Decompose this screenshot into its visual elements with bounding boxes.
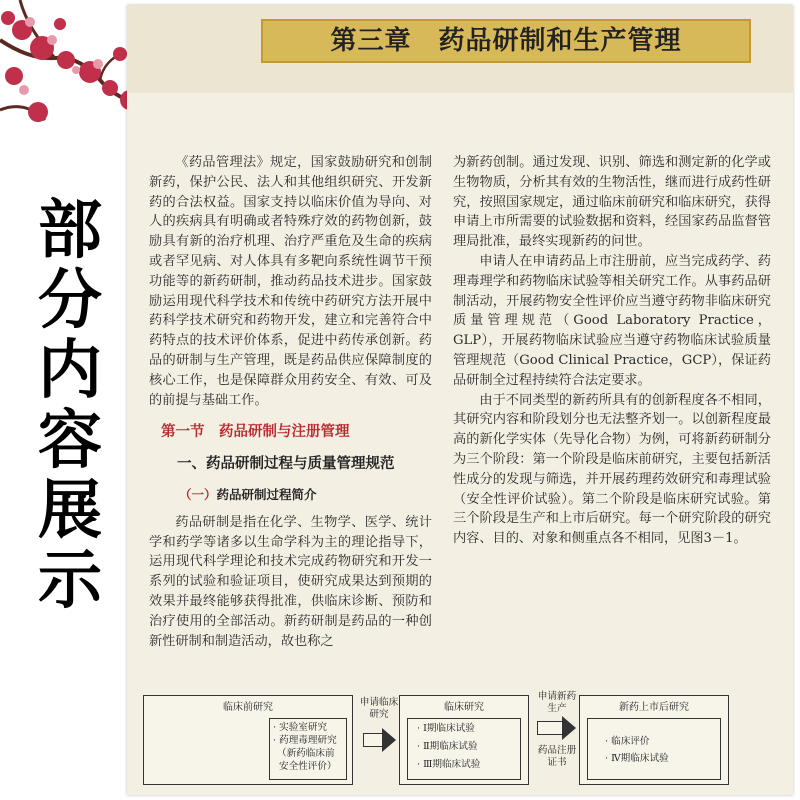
stage1-item: · 实验室研究 [273,722,328,733]
arrow2-sublabel: 证书 [547,757,567,768]
flowchart-figure [127,5,793,795]
stage2-title: 临床研究 [444,702,484,713]
stage3-inner-box [587,718,721,780]
paragraph-1: 为新药创制。通过发现、识别、筛选和测定新的化学或生物物质，分析其有效的生物活性，继而进行成药性研究，按照国家规定，通过临床前研究和临床研究，获得申请上市所需要的试验数据和资料，经国家药品监督管理局批准，最终实现新药的问世。 [453,155,771,250]
chapter-title: 第三章 药品研制和生产管理 [261,19,751,63]
arrow-right-icon [562,716,576,740]
section-heading: 第一节 药品研制与注册管理 [161,424,350,441]
stage1-title: 临床前研究 [223,702,273,713]
subsubsection-number: （一） [179,486,217,502]
side-label [28,196,112,616]
side-label-char: 容 [38,404,102,478]
stage1-item: · 药理毒理研究 [273,735,337,746]
side-label-char: 展 [38,474,102,548]
arrow2-label: 申请新药 [537,691,577,702]
arrow2-sublabel: 药品注册 [537,745,577,756]
subsubsection-title: 药品研制过程简介 [216,486,317,502]
side-label-char: 示 [38,544,102,618]
side-label-char: 分 [38,264,102,338]
stage1-item: 安全性评价） [279,761,337,772]
intro-paragraph: 《药品管理法》规定，国家鼓励研究和创制新药，保护公民、法人和其他组织研究、开发新药的合法权益。国家支持以临床价值为导向、对人的疾病具有明确或者特殊疗效的药物创新，鼓励具有新的治疗机理、治疗严重危及生命的疾病或者罕见病、对人体具有多靶向系统性调节干预功能等的新药研制，推动药品技术进步。国家鼓励运用现代科学技术和传统中药研究方法开展中药科学技术研究和药物开发，建立和完善符合中药特点的技术评价体系，促进中药传承创新。药品的研制与生产管理，既是药品供应保障制度的核心工作，也是保障群众用药安全、有效、可及的前提与基础工作。 [149,155,432,408]
arrow1-label: 研究 [369,709,389,720]
side-label-char: 内 [38,334,102,408]
stage2-item: · Ⅲ期临床试验 [417,759,481,770]
stage3-title: 新药上市后研究 [619,702,689,713]
side-label-char: 部 [38,194,102,268]
stage3-item: · Ⅳ期临床试验 [605,753,669,764]
arrow-right-icon [382,728,396,752]
arrow-right-icon [537,721,563,735]
stage3-item: · 临床评价 [605,736,650,747]
arrow1-label: 申请临床 [359,697,399,708]
paragraph-3: 由于不同类型的新药所具有的创新程度各不相同，其研究内容和阶段划分也无法整齐划一。以创新程度最高的新化学实体（先导化合物）为例，可将新药研制分为三个阶段：第一个阶段是临床前研究，主要包括新活性成分的发现与筛选，并开展药理药效研究和毒理试验（安全性评价试验）。第二个阶段是临床研究试验。第三个阶段是生产和上市后研究。每一个研究阶段的研究内容、目的、对象和侧重点各不相同，见图3－1。 [453,392,771,547]
stage2-item: · Ⅱ期临床试验 [417,741,478,752]
stage1-item: （新药临床前 [277,748,335,759]
body-paragraph: 药品研制是指在化学、生物学、医学、统计学和药学等诸多以生命学科为主的理论指导下，运用现代科学理论和技术完成药物研究和开发一系列的试验和验证项目，使研究成果达到预期的效果并最终能够获得批准，供临床诊断、预防和治疗使用的全部活动。新药研制是药品的一种创新性研制和制造活动，故也称之 [149,514,432,649]
book-page [127,5,793,795]
paragraph-2: 申请人在申请药品上市注册前，应当完成药学、药理毒理学和药物临床试验等相关研究工作。从事药品研制活动，开展药物安全性评价应当遵守药物非临床研究质量管理规范（Good Laboratory Practice，GLP），开展药物临床试验应当遵守药物临床试验质量管理规范（Good Clinical Practice，GCP），保证药品研制全过程持续符合法定要求。 [453,253,771,388]
arrow-right-icon [363,733,383,747]
subsection-heading: 一、药品研制过程与质量管理规范 [177,456,395,473]
stage2-item: · Ⅰ期临床试验 [417,723,475,734]
arrow2-label: 生产 [547,703,567,714]
